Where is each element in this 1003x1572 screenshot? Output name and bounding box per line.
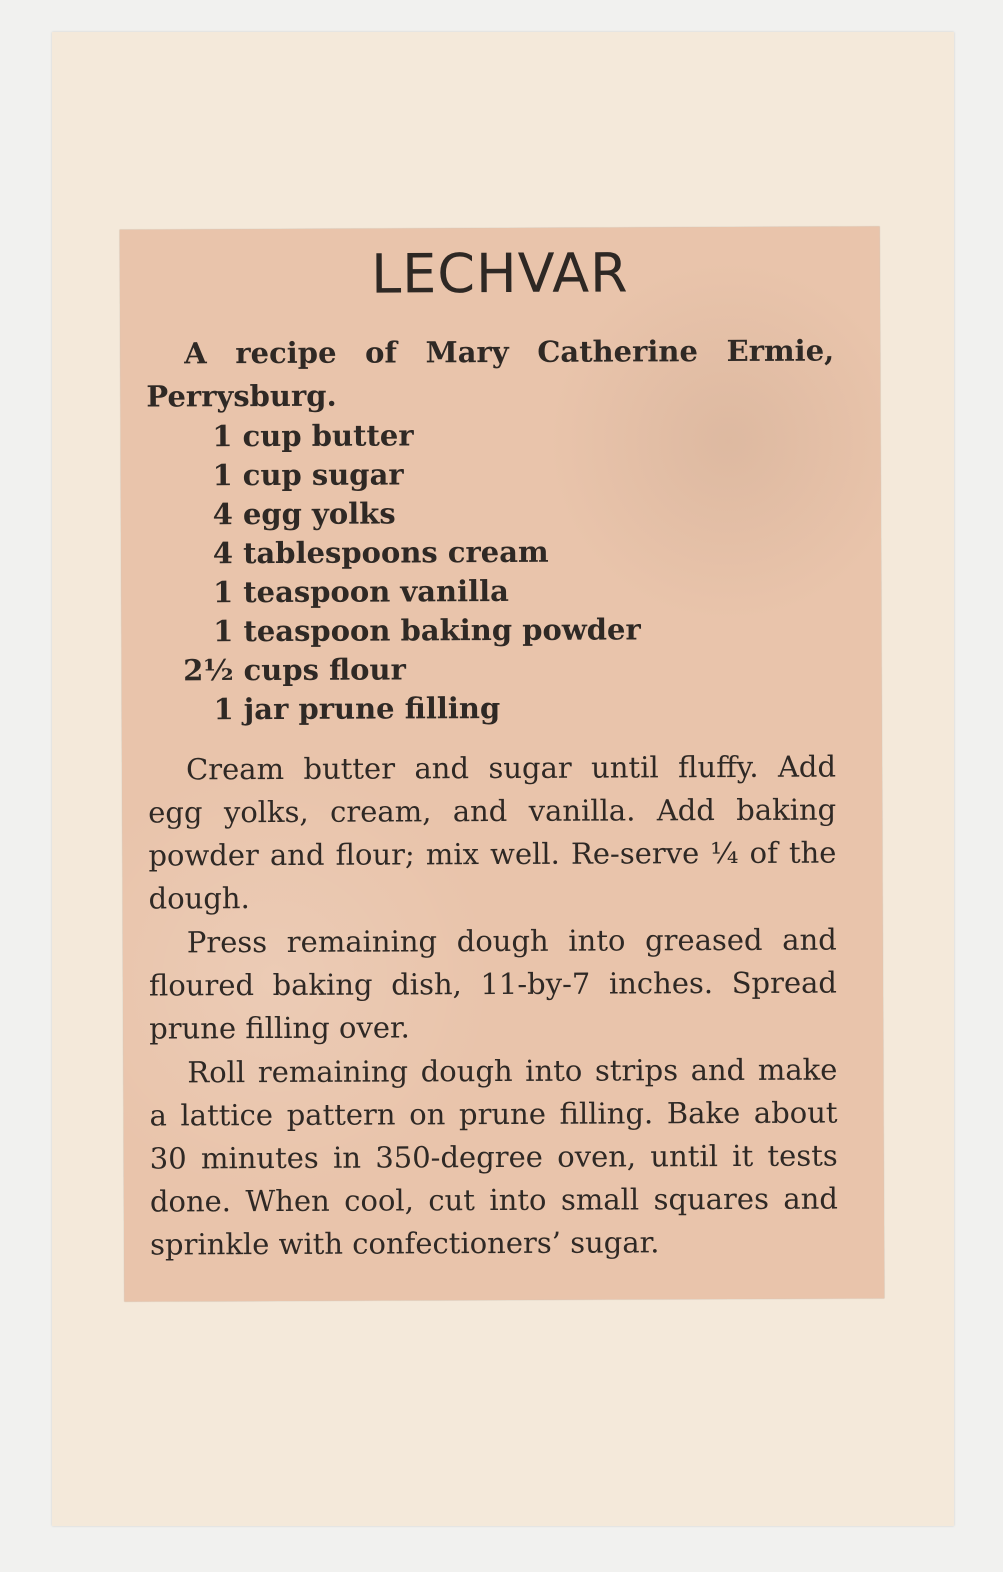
ingredient-row: [161, 493, 721, 534]
ingredient-qty: 1: [212, 575, 234, 610]
ingredient-row: [161, 610, 721, 651]
ingredient-qty: 2½: [183, 653, 234, 688]
ingredient-qty: 1: [213, 614, 234, 649]
ingredient-qty: 4: [212, 497, 233, 532]
ingredient-row: [162, 649, 722, 690]
ingredient-qty: 1: [213, 692, 234, 727]
instruction-paragraph-2: Press remaining dough into greased and floured baking dish, 11-by-7 inches. Spread prune filling over.: [148, 922, 838, 1046]
ingredients-list: [160, 415, 721, 729]
ingredient-item: cups flour: [243, 652, 406, 688]
ingredient-qty: 4: [212, 536, 234, 571]
ingredient-row: [161, 571, 721, 612]
ingredient-item: tablespoons cream: [243, 534, 549, 571]
ingredient-row: [162, 688, 722, 729]
instruction-paragraph-3: Roll remaining dough into strips and make a lattice pattern on prune filling. Bake about 30 minutes in 350-degree oven, until it tests done. When cool, cut into small squares and sprinkle with confectioners’ sugar.: [149, 1052, 838, 1262]
ingredient-row: [161, 532, 721, 573]
instruction-paragraph-1: Cream butter and sugar until fluffy. Add egg yolks, cream, and vanilla. Add baking powder and flour; mix well. Re-serve ¼ of the dough.: [148, 749, 837, 916]
ingredient-item: cup sugar: [242, 457, 404, 493]
ingredient-item: cup butter: [242, 418, 414, 454]
recipe-intro: A recipe of Mary Catherine Ermie, Perrysburg.: [146, 333, 835, 414]
ingredient-item: egg yolks: [242, 496, 396, 532]
ingredient-qty: 1: [212, 419, 233, 454]
recipe-title: LECHVAR: [370, 241, 629, 306]
ingredient-item: teaspoon baking powder: [243, 612, 641, 649]
ingredient-qty: 1: [212, 458, 233, 493]
ingredient-row: [160, 415, 720, 456]
ingredient-item: jar prune filling: [243, 691, 501, 727]
newspaper-clipping: [120, 226, 885, 1301]
ingredient-row: [161, 454, 721, 495]
ingredient-item: teaspoon vanilla: [243, 573, 510, 610]
